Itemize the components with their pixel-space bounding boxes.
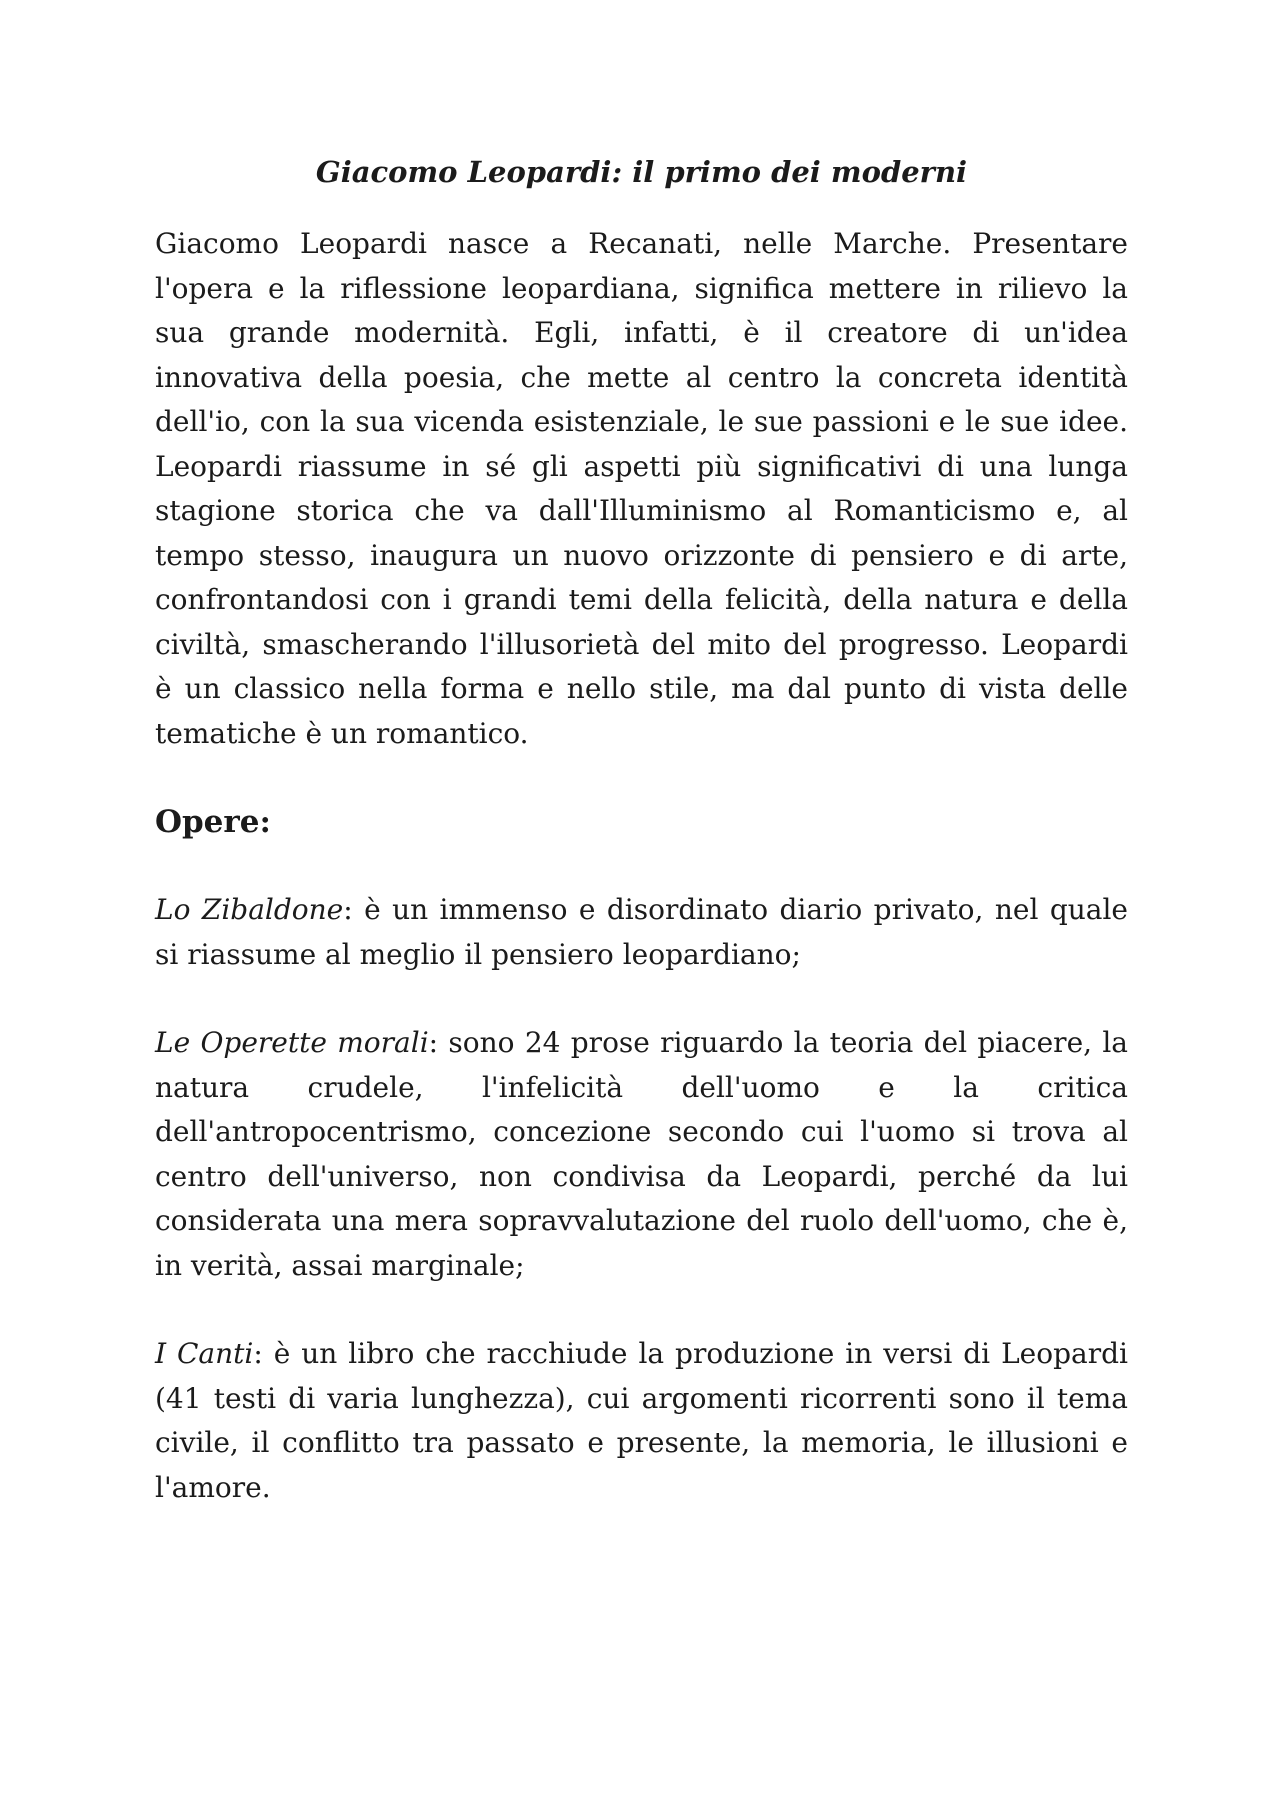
document-page [155, 150, 1128, 1554]
work-item-canti [155, 1332, 1128, 1510]
intro-paragraph: Giacomo Leopardi nasce a Recanati, nelle Marche. Presentare l'opera e la riflessione leopardiana, significa mettere in rilievo la sua grande modernità. Egli, infatti, è il creatore di un'idea innovativa della poesia, che mette al centro la concreta identità dell'io, con la sua vicenda esistenziale, le sue passioni e le sue idee. Leopardi riassume in sé gli aspetti più significativi di una lunga stagione storica che va dall'Illuminismo al Romanticismo e, al tempo stesso, inaugura un nuovo orizzonte di pensiero e di arte, confrontandosi con i grandi temi della felicità, della natura e della civiltà, smascherando l'illusorietà del mito del progresso. Leopardi è un classico nella forma e nello stile, ma dal punto di vista delle tematiche è un romantico. [155, 227, 1128, 750]
page-title: Giacomo Leopardi: il primo dei moderni [315, 155, 968, 189]
work-title: Lo Zibaldone [155, 893, 344, 926]
work-title: I Canti [155, 1337, 254, 1370]
work-item-operette-morali [155, 1021, 1128, 1288]
work-description: : è un libro che racchiude la produzione in versi di Leopardi (41 testi di varia lunghezza), cui argomenti ricorrenti sono il tema civile, il conflitto tra passato e presente, la memoria, le illusioni e l'amore. [155, 1337, 1128, 1504]
work-item-zibaldone [155, 888, 1128, 977]
work-description: : sono 24 prose riguardo la teoria del piacere, la natura crudele, l'infelicità dell'uomo e la critica dell'antropocentrismo, concezione secondo cui l'uomo si trova al centro dell'universo, non condivisa da Leopardi, perché da lui considerata una mera sopravvalutazione del ruolo dell'uomo, che è, in verità, assai marginale; [155, 1026, 1128, 1282]
work-description: : è un immenso e disordinato diario privato, nel quale si riassume al meglio il pensiero leopardiano; [155, 893, 1128, 971]
works-heading: Opere: [155, 804, 271, 840]
work-title: Le Operette morali [155, 1026, 429, 1059]
